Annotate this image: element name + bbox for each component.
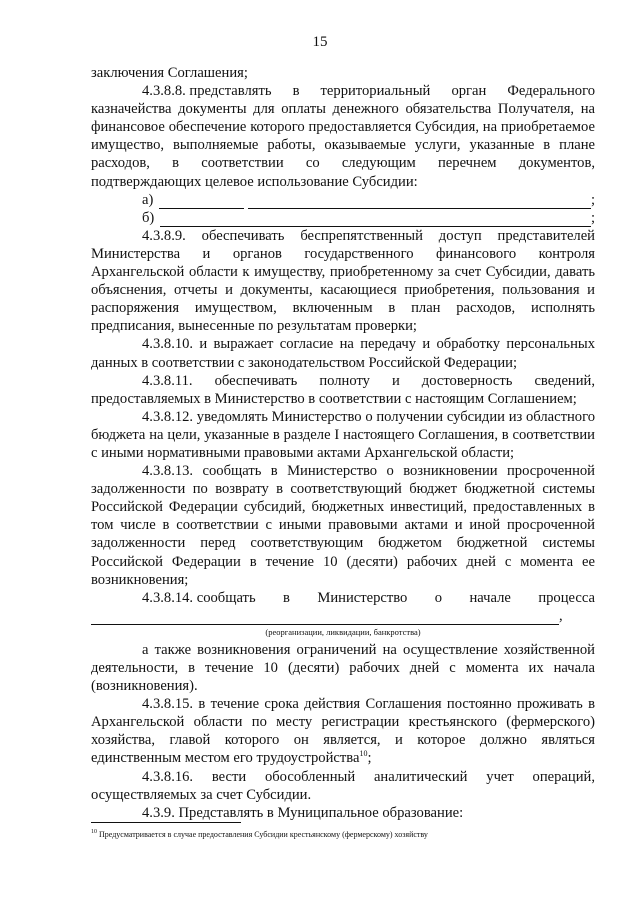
clause-4-3-9: 4.3.9. Представлять в Муниципальное образование: xyxy=(142,804,464,821)
clause-4-3-8-14-body: а также возникновения ограничений на осуществление хозяйственной деятельности, в течение 10 (десяти) рабочих дней с момента их начала (возникновения). xyxy=(91,641,595,695)
clause-4-3-8-9: 4.3.8.9. обеспечивать беспрепятственный доступ представителей Министерства и органов государственного финансового контроля Архангельской области к имуществу, приобретенному за счет Субсидии, давать объяснения, отчеты и документы, касающиеся приобретения, пользования и распоряжения имуществом, включенным в план расходов, исполнять предписания, вынесенные по результатам проверки; xyxy=(91,227,595,335)
page-number: 15 xyxy=(312,34,328,50)
blank-line-comma: , xyxy=(559,607,563,624)
list-item-a xyxy=(91,191,595,209)
word: в xyxy=(283,589,290,606)
footnote-ref[interactable]: 10 xyxy=(359,749,368,759)
clause-4-3-8-14-first-line xyxy=(91,589,595,607)
word: начале xyxy=(469,589,511,606)
clause-4-3-8-8-body: казначейства документы для оплаты денежного обязательства Получателя, на финансовое обеспечение которого предоставляется Субсидия, на приобретаемое имущество, выполняемые работы, оказываемые услуги, указанные в плане расходов, в соответствии со следующим перечнем документов, подтверждающих целевое использование Субсидии: xyxy=(91,101,595,190)
word: Федерального xyxy=(507,83,595,100)
clause-4-3-8-14-blank xyxy=(91,607,595,625)
clause-4-3-8-15 xyxy=(91,695,595,767)
footnote xyxy=(91,830,611,839)
clause-4-3-8-12: 4.3.8.12. уведомлять Министерство о получении субсидии из областного бюджета на цели, указанные в разделе I настоящего Соглашения, в соответствии с иными нормативными правовыми актами Архангельской области; xyxy=(91,408,595,461)
blank-line-process xyxy=(91,608,559,625)
word: процесса xyxy=(538,589,595,606)
clause-4-3-8-16: 4.3.8.16. вести обособленный аналитический учет операций, осуществляемых за счет Субсидии. xyxy=(91,768,595,803)
continuation-line: заключения Соглашения; xyxy=(91,65,248,81)
word: 4.3.8.14. сообщать xyxy=(142,589,256,606)
document-body xyxy=(91,64,595,822)
blank-caption: (реорганизации, ликвидации, банкротства) xyxy=(265,626,421,637)
list-end-a: ; xyxy=(590,191,595,208)
word: территориальный xyxy=(320,83,431,100)
blank-line-short xyxy=(159,195,243,209)
word: о xyxy=(434,589,443,606)
clause-4-3-8-11: 4.3.8.11. обеспечивать полноту и достоверность сведений, предоставляемых в Министерство в соответствии с настоящим Соглашением; xyxy=(91,372,595,407)
clause-4-3-8-15-tail: ; xyxy=(367,750,372,767)
blank-line-full xyxy=(160,213,591,227)
list-end-b: ; xyxy=(590,209,595,226)
clause-4-3-8-10: 4.3.8.10. и выражает согласие на передачу и обработку персональных данных в соответствии с законодательством Российской Федерации; xyxy=(91,336,595,371)
list-label-b: б) xyxy=(142,209,155,226)
footnote-number: 10 xyxy=(91,829,97,835)
word: орган xyxy=(451,83,487,100)
word: 4.3.8.8. представлять xyxy=(142,83,272,100)
clause-4-3-8-13: 4.3.8.13. сообщать в Министерство о возникновении просроченной задолженности по возврату в соответствующий бюджет бюджетной системы Российской Федерации субсидий, бюджетных инвестиций, предоставленных в том числе в соответствии с иными правовыми актами и иной просроченной задолженности перед соответствующим бюджетом бюджетной системы Российской Федерации в течение 10 (десяти) рабочих дней с момента ее возникновения; xyxy=(91,463,595,588)
word: в xyxy=(292,83,300,100)
footnote-text: Предусматривается в случае предоставления Субсидии крестьянскому (фермерскому) хозяйству xyxy=(99,830,428,839)
blank-line-long xyxy=(248,195,591,209)
footnote-divider xyxy=(91,822,241,823)
word: Министерство xyxy=(317,589,408,606)
clause-4-3-8-15-text: 4.3.8.15. в течение срока действия Соглашения постоянно проживать в Архангельской области по месту регистрации крестьянского (фермерского) хозяйства, главой которого он является, и которое должно являться единственным местом его трудоустройства xyxy=(91,696,595,767)
list-label-a: а) xyxy=(142,191,154,208)
list-item-b xyxy=(91,209,595,227)
clause-4-3-8-8-first-line xyxy=(91,82,595,100)
